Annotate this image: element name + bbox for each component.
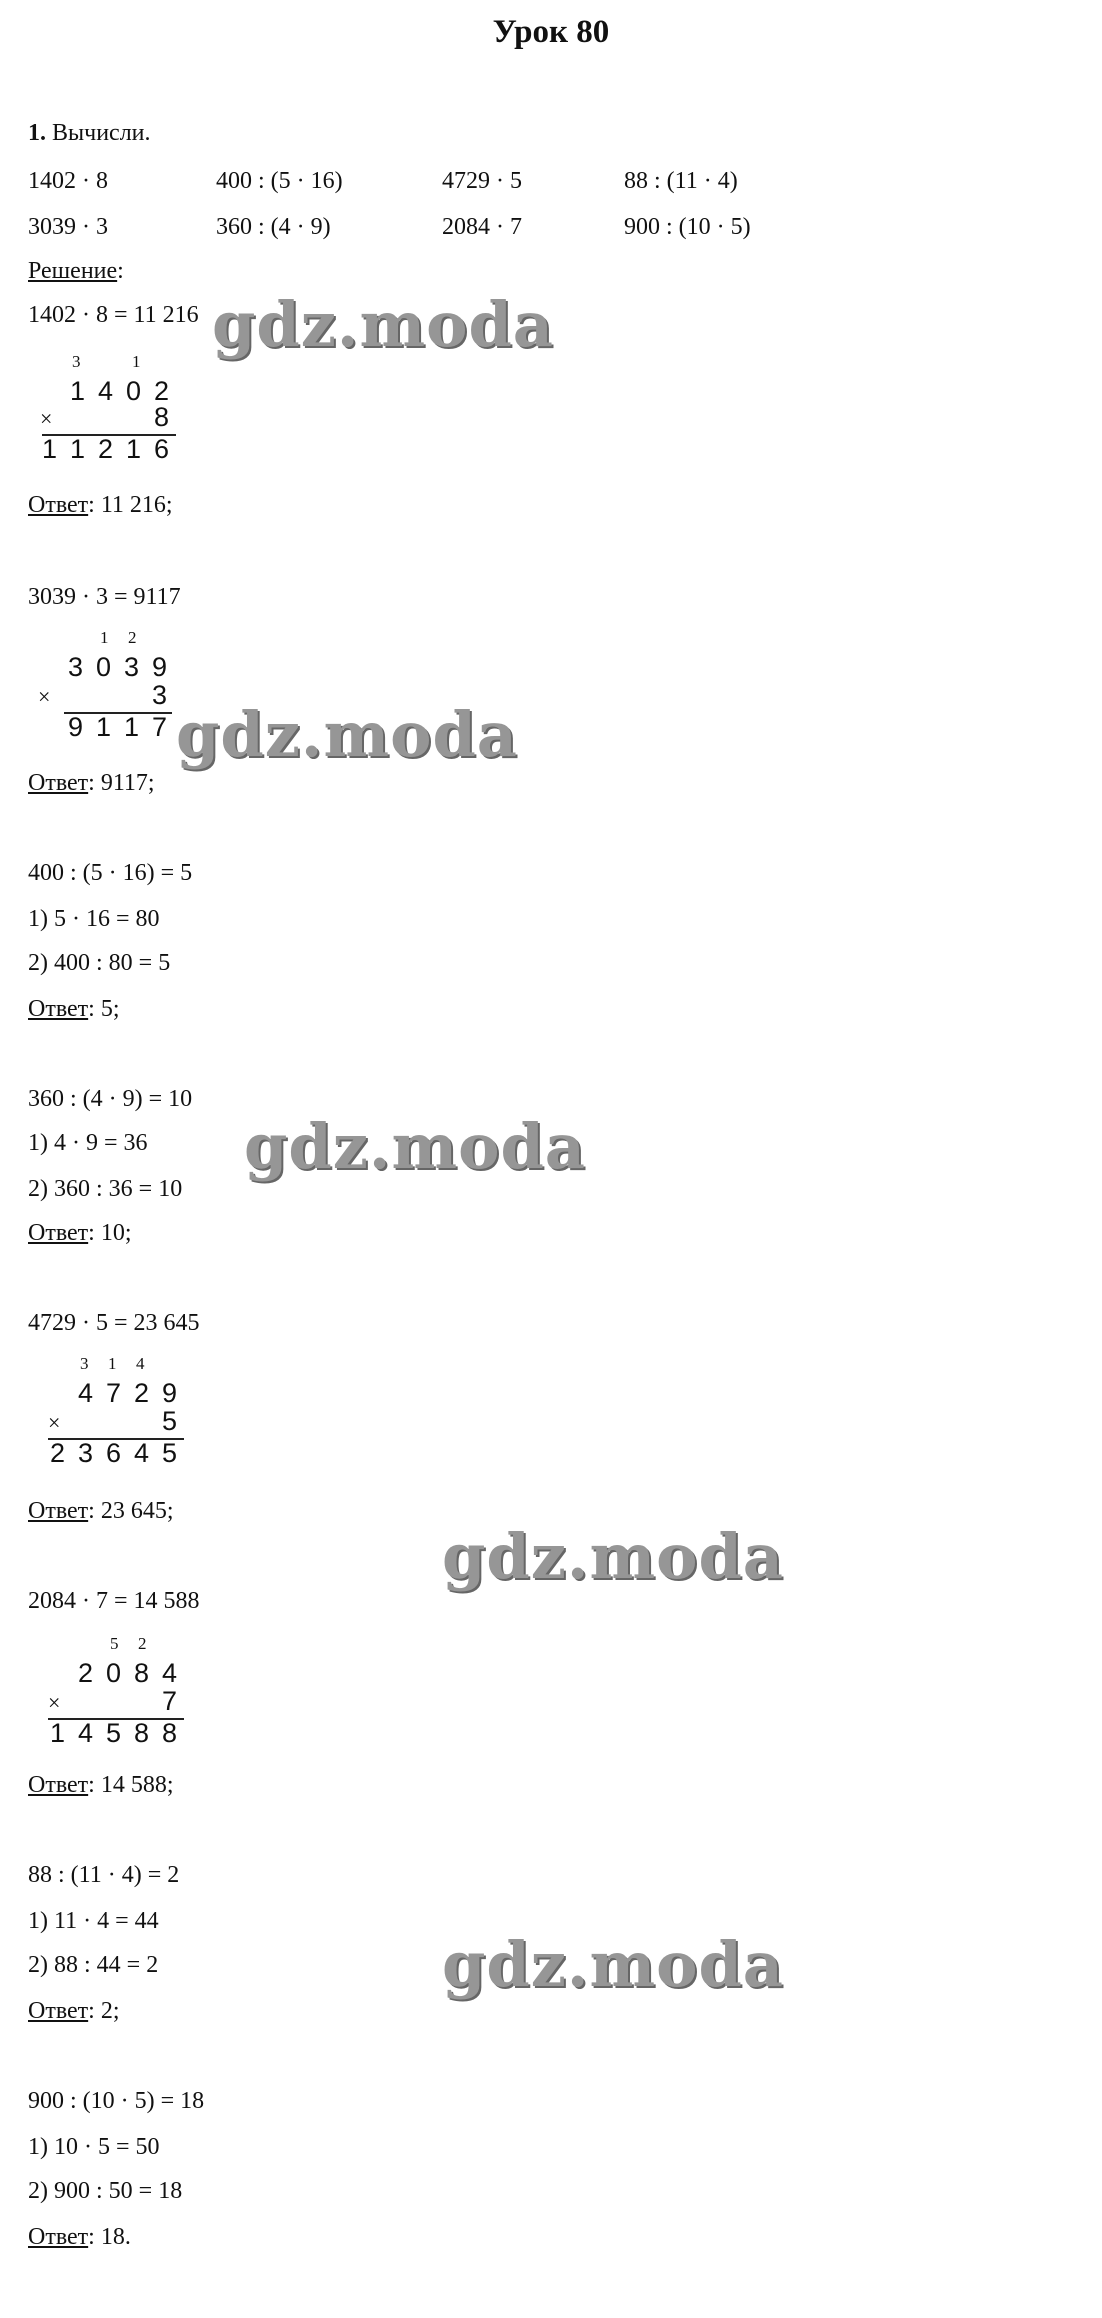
column-multiplication (38, 1634, 198, 1748)
solution-expression: 4729 · 5 = 23 645 (28, 1310, 200, 1336)
result-digit: 4 (78, 1718, 94, 1748)
multiplier-digit: 8 (154, 402, 170, 432)
grid-cell: 3039 · 3 (28, 214, 108, 240)
operand-digit: 7 (106, 1378, 122, 1408)
solution-heading (28, 258, 124, 285)
solution-step: 1) 11 · 4 = 44 (28, 1908, 159, 1934)
operand-digit: 4 (78, 1378, 94, 1408)
task-instruction: Вычисли. (52, 120, 151, 146)
operand-digit: 3 (68, 652, 84, 682)
solution-expression: 900 : (10 · 5) = 18 (28, 2088, 205, 2114)
carry-digit: 3 (80, 1354, 89, 1373)
solution-expression: 400 : (5 · 16) = 5 (28, 860, 193, 886)
result-digit: 5 (106, 1718, 122, 1748)
column-multiplication (38, 628, 198, 742)
result-digit: 5 (162, 1438, 178, 1468)
answer-line (28, 1772, 174, 1799)
solution-step: 2) 900 : 50 = 18 (28, 2178, 183, 2204)
solution-expression: 88 : (11 · 4) = 2 (28, 1862, 180, 1888)
result-digit: 1 (42, 434, 58, 464)
operand-digit: 2 (78, 1658, 94, 1688)
operand-digit: 9 (162, 1378, 178, 1408)
result-digit: 1 (70, 434, 86, 464)
grid-cell: 2084 · 7 (442, 214, 522, 240)
result-digit: 6 (154, 434, 170, 464)
grid-cell: 4729 · 5 (442, 168, 522, 194)
task-number: 1. (28, 120, 46, 146)
grid-cell: 400 : (5 · 16) (216, 168, 343, 194)
solution-step: 2) 400 : 80 = 5 (28, 950, 171, 976)
answer-line (28, 1498, 174, 1525)
result-digit: 1 (126, 434, 142, 464)
watermark: gdz.moda (442, 1928, 784, 2001)
operand-digit: 4 (162, 1658, 178, 1688)
operand-digit: 3 (124, 652, 140, 682)
times-sign: × (48, 1410, 61, 1435)
column-multiplication (38, 352, 198, 464)
answer-label: Ответ (28, 1998, 89, 2024)
result-digit: 1 (124, 712, 140, 742)
operand-digit: 0 (106, 1658, 122, 1688)
solution-step: 1) 4 · 9 = 36 (28, 1130, 148, 1156)
answer-label: Ответ (28, 770, 89, 796)
times-sign: × (40, 406, 53, 431)
answer-label: Ответ (28, 996, 89, 1022)
answer-value: : 10; (88, 1220, 132, 1246)
answer-label: Ответ (28, 1772, 89, 1798)
solution-expression: 360 : (4 · 9) = 10 (28, 1086, 193, 1112)
solution-expression: 2084 · 7 = 14 588 (28, 1588, 200, 1614)
multiplier-digit: 5 (162, 1406, 178, 1436)
result-digit: 8 (162, 1718, 178, 1748)
times-sign: × (38, 684, 51, 709)
result-digit: 2 (98, 434, 114, 464)
answer-value: : 5; (88, 996, 120, 1022)
result-digit: 7 (152, 712, 168, 742)
carry-digit: 1 (100, 628, 109, 647)
operand-digit: 9 (152, 652, 168, 682)
watermark: gdz.moda (212, 288, 554, 361)
result-digit: 1 (96, 712, 112, 742)
times-sign: × (48, 1690, 61, 1715)
solution-step: 1) 5 · 16 = 80 (28, 906, 160, 932)
answer-label: Ответ (28, 1498, 89, 1524)
answer-line (28, 1998, 120, 2025)
solution-expression: 1402 · 8 = 11 216 (28, 302, 199, 328)
answer-line (28, 2224, 131, 2251)
carry-digit: 1 (108, 1354, 117, 1373)
grid-cell: 88 : (11 · 4) (624, 168, 738, 194)
result-digit: 4 (134, 1438, 150, 1468)
result-digit: 9 (68, 712, 84, 742)
carry-digit: 3 (72, 352, 81, 371)
carry-digit: 1 (132, 352, 141, 371)
result-digit: 1 (50, 1718, 66, 1748)
result-digit: 3 (78, 1438, 94, 1468)
answer-line (28, 492, 173, 519)
operand-digit: 2 (154, 376, 170, 406)
operand-digit: 0 (96, 652, 112, 682)
answer-label: Ответ (28, 492, 89, 518)
watermark: gdz.moda (244, 1110, 586, 1183)
answer-value: : 23 645; (88, 1498, 174, 1524)
solution-step: 2) 360 : 36 = 10 (28, 1176, 183, 1202)
solution-label: Решение (28, 258, 118, 284)
operand-digit: 2 (134, 1378, 150, 1408)
grid-cell: 1402 · 8 (28, 168, 108, 194)
operand-digit: 4 (98, 376, 114, 406)
carry-digit: 2 (128, 628, 137, 647)
answer-line (28, 996, 120, 1023)
colon: : (117, 258, 124, 284)
solution-step: 2) 88 : 44 = 2 (28, 1952, 159, 1978)
operand-digit: 8 (134, 1658, 150, 1688)
operand-digit: 1 (70, 376, 86, 406)
result-digit: 8 (134, 1718, 150, 1748)
page-title: Урок 80 (492, 14, 610, 50)
answer-line (28, 1220, 132, 1247)
result-digit: 6 (106, 1438, 122, 1468)
carry-digit: 4 (136, 1354, 145, 1373)
carry-digit: 5 (110, 1634, 119, 1653)
answer-line (28, 770, 155, 797)
watermark: gdz.moda (176, 698, 518, 771)
answer-value: : 9117; (88, 770, 155, 796)
carry-digit: 2 (138, 1634, 147, 1653)
operand-digit: 0 (126, 376, 142, 406)
answer-value: : 2; (88, 1998, 120, 2024)
answer-label: Ответ (28, 2224, 89, 2250)
answer-value: : 14 588; (88, 1772, 174, 1798)
solution-step: 1) 10 · 5 = 50 (28, 2134, 160, 2160)
grid-cell: 360 : (4 · 9) (216, 214, 331, 240)
multiplier-digit: 3 (152, 680, 168, 710)
solution-expression: 3039 · 3 = 9117 (28, 584, 181, 610)
grid-cell: 900 : (10 · 5) (624, 214, 751, 240)
answer-value: : 18. (88, 2224, 131, 2250)
multiplier-digit: 7 (162, 1686, 178, 1716)
task-header (28, 120, 151, 147)
answer-value: : 11 216; (88, 492, 173, 518)
answer-label: Ответ (28, 1220, 89, 1246)
watermark: gdz.moda (442, 1520, 784, 1593)
result-digit: 2 (50, 1438, 66, 1468)
column-multiplication (38, 1354, 198, 1468)
